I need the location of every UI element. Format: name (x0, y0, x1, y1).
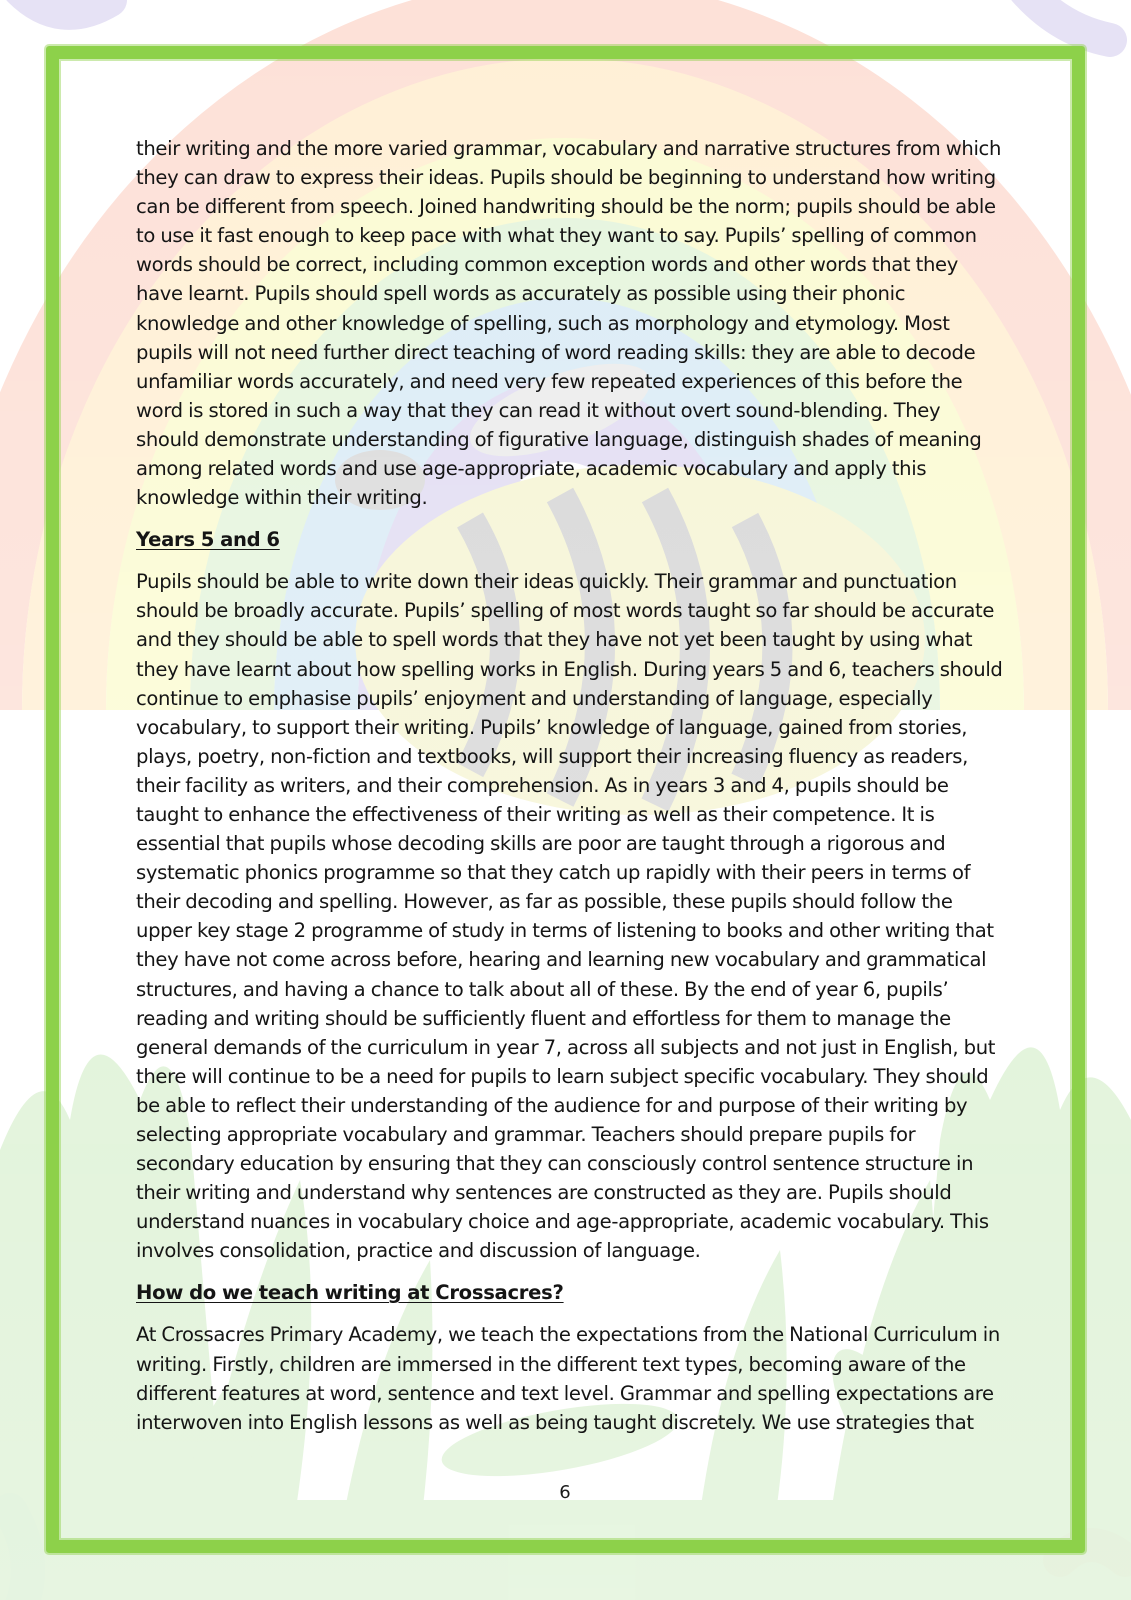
heading-how-we-teach-writing: How do we teach writing at Crossacres? (136, 1281, 564, 1305)
heading-years-5-and-6: Years 5 and 6 (136, 528, 280, 552)
intro-paragraph: their writing and the more varied grammar, vocabulary and narrative structures from which they can draw to express their ideas. Pupils should be beginning to understand how writing can be different from speech. Joined handwriting should be the norm; pupils should be able to use it fast enough to keep pace with what they want to say. Pupils’ spelling of common words should be correct, including common exception words and other words that they have learnt. Pupils should spell words as accurately as possible using their phonic knowledge and other knowledge of spelling, such as morphology and etymology. Most pupils will not need further direct teaching of word reading skills: they are able to decode unfamiliar words accurately, and need very few repeated experiences of this before the word is stored in such a way that they can read it without overt sound-blending. They should demonstrate understanding of figurative language, distinguish shades of meaning among related words and use age-appropriate, academic vocabulary and apply this knowledge within their writing. (136, 137, 1002, 510)
page-number: 6 (559, 1482, 571, 1503)
years-5-6-paragraph: Pupils should be able to write down their ideas quickly. Their grammar and punctuation should be broadly accurate. Pupils’ spelling of most words taught so far should be accurate and they should be able to spell words that they have not yet been taught by using what they have learnt about how spelling works in English. During years 5 and 6, teachers should continue to emphasise pupils’ enjoyment and understanding of language, especially vocabulary, to support their writing. Pupils’ knowledge of language, gained from stories, plays, poetry, non-fiction and textbooks, will support their increasing fluency as readers, their facility as writers, and their comprehension. As in years 3 and 4, pupils should be taught to enhance the effectiveness of their writing as well as their competence. It is essential that pupils whose decoding skills are poor are taught through a rigorous and systematic phonics programme so that they catch up rapidly with their peers in terms of their decoding and spelling. However, as far as possible, these pupils should follow the upper key stage 2 programme of study in terms of listening to books and other writing that they have not come across before, hearing and learning new vocabulary and grammatical structures, and having a chance to talk about all of these. By the end of year 6, pupils’ reading and writing should be sufficiently fluent and effortless for them to manage the general demands of the curriculum in year 7, across all subjects and not just in English, but there will continue to be a need for pupils to learn subject specific vocabulary. They should be able to reflect their understanding of the audience for and purpose of their writing by selecting appropriate vocabulary and grammar. Teachers should prepare pupils for secondary education by ensuring that they can consciously control sentence structure in their writing and understand why sentences are constructed as they are. Pupils should understand nuances in vocabulary choice and age-appropriate, academic vocabulary. This involves consolidation, practice and discussion of language. (136, 570, 1003, 1263)
crossacres-paragraph: At Crossacres Primary Academy, we teach the expectations from the National Curriculum in writing. Firstly, children are immersed in the different text types, becoming aware of the different features at word, sentence and text level. Grammar and spelling expectations are interwoven into English lessons as well as being taught discretely. We use strategies that (136, 1323, 1000, 1434)
document-body (136, 134, 1006, 1437)
